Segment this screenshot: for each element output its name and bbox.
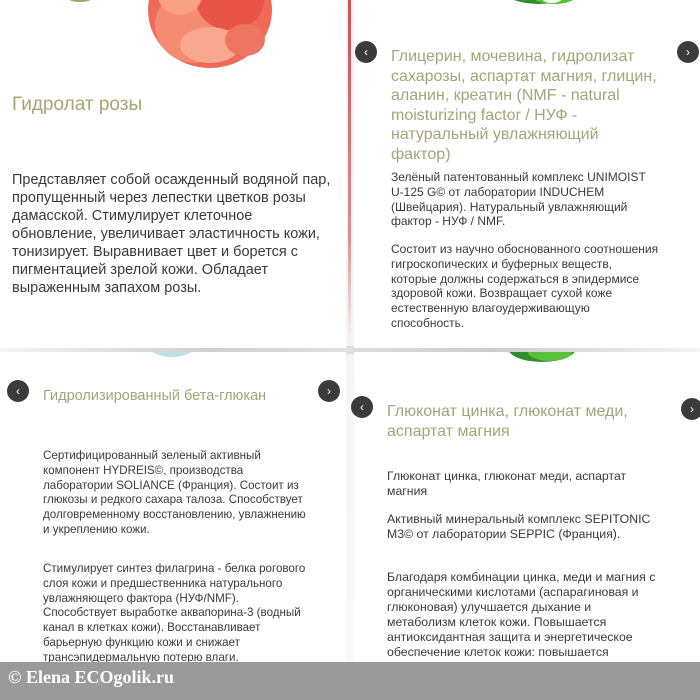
water-drop-image [145,352,200,364]
panel-zinc-copper [354,352,700,700]
rose-flower-image [60,0,280,80]
copyright-watermark: © Elena ECOgolik.ru [8,667,174,687]
accent-line [348,0,351,340]
panel-paragraph-2: Активный минеральный комплекс SEPITONIC M3© от лаборатории SEPPIC (Франция). [387,512,651,541]
prev-arrow-button[interactable]: ‹ [7,380,29,402]
next-arrow-button[interactable]: › [318,380,340,402]
panel-nmf-complex [354,0,700,348]
panel-paragraph-1: Зелёный патентованный комплекс UNIMOIST U-125 G© от лаборатории INDUCHEM (Швейцария). Натуральный увлажняющий фактор - НУФ / NMF. [391,170,646,229]
panel-paragraph-2: Состоит из научно обоснованного соотношения гигроскопических и буферных веществ, которые должны содержаться в эпидермисе здоровой кожи. Возвращает сухой коже естественную влагоудерживающую способность. [391,242,659,330]
panel-rose-hydrolat [0,0,346,348]
panel-paragraph-3: Благодаря комбинации цинка, меди и магния с органическими кислотами (аспарагиновая и глюконовая) улучшается дыхание и метаболизм клеток кожи. Повышается антиоксидантная защита и энергетическое обеспечение клеток кожи: повышается [387,570,656,659]
prev-arrow-button[interactable]: ‹ [355,41,377,63]
leaf-image [494,0,584,25]
panel-paragraph-1: Сертифицированный зеленый активный компонент HYDREIS©, производства лаборатории SOLIANCE (Франция). Состоит из глюкозы и редкого сахара талоза. Способствует долговременному восстановлению, увлажнению и укреплению кожи. [43,449,306,536]
panel-paragraph-1: Глюконат цинка, глюконат меди, аспартат магния [387,469,627,498]
panel-title: Глюконат цинка, глюконат меди, аспартат магния [387,403,628,440]
panel-beta-glucan [0,352,346,662]
leaf-image [502,352,582,376]
next-arrow-button[interactable]: › [681,398,700,420]
panel-title: Гидролизированный бета-глюкан [43,388,267,404]
next-arrow-button[interactable]: › [677,41,699,63]
panel-title: Гидролат розы [12,94,143,115]
panel-description: Представляет собой осажденный водяной пар, пропущенный через лепестки цветков розы дамасской. Стимулирует клеточное обновление, увеличивает эластичность кожи, тонизирует. Выравнивает цвет и борется с пигментацией зрелой кожи. Обладает выраженным запахом розы. [12,172,331,296]
prev-arrow-button[interactable]: ‹ [351,396,373,418]
panel-paragraph-2: Стимулирует синтез филагрина - белка рогового слоя кожи и предшественника натурального увлажняющего фактора (НУФ/NMF). Способствует выработке аквапорина-3 (водный канал в клетках кожи). Восстанавливает барьерную функцию кожи и снижает трансэпидермальную потерю влаги. [43,562,306,662]
panel-title: Глицерин, мочевина, гидролизат сахарозы, аспартат магния, глицин, аланин, креатин (NMF - natural moisturizing factor / НУФ - натуральный увлажняющий фактор) [391,48,657,163]
